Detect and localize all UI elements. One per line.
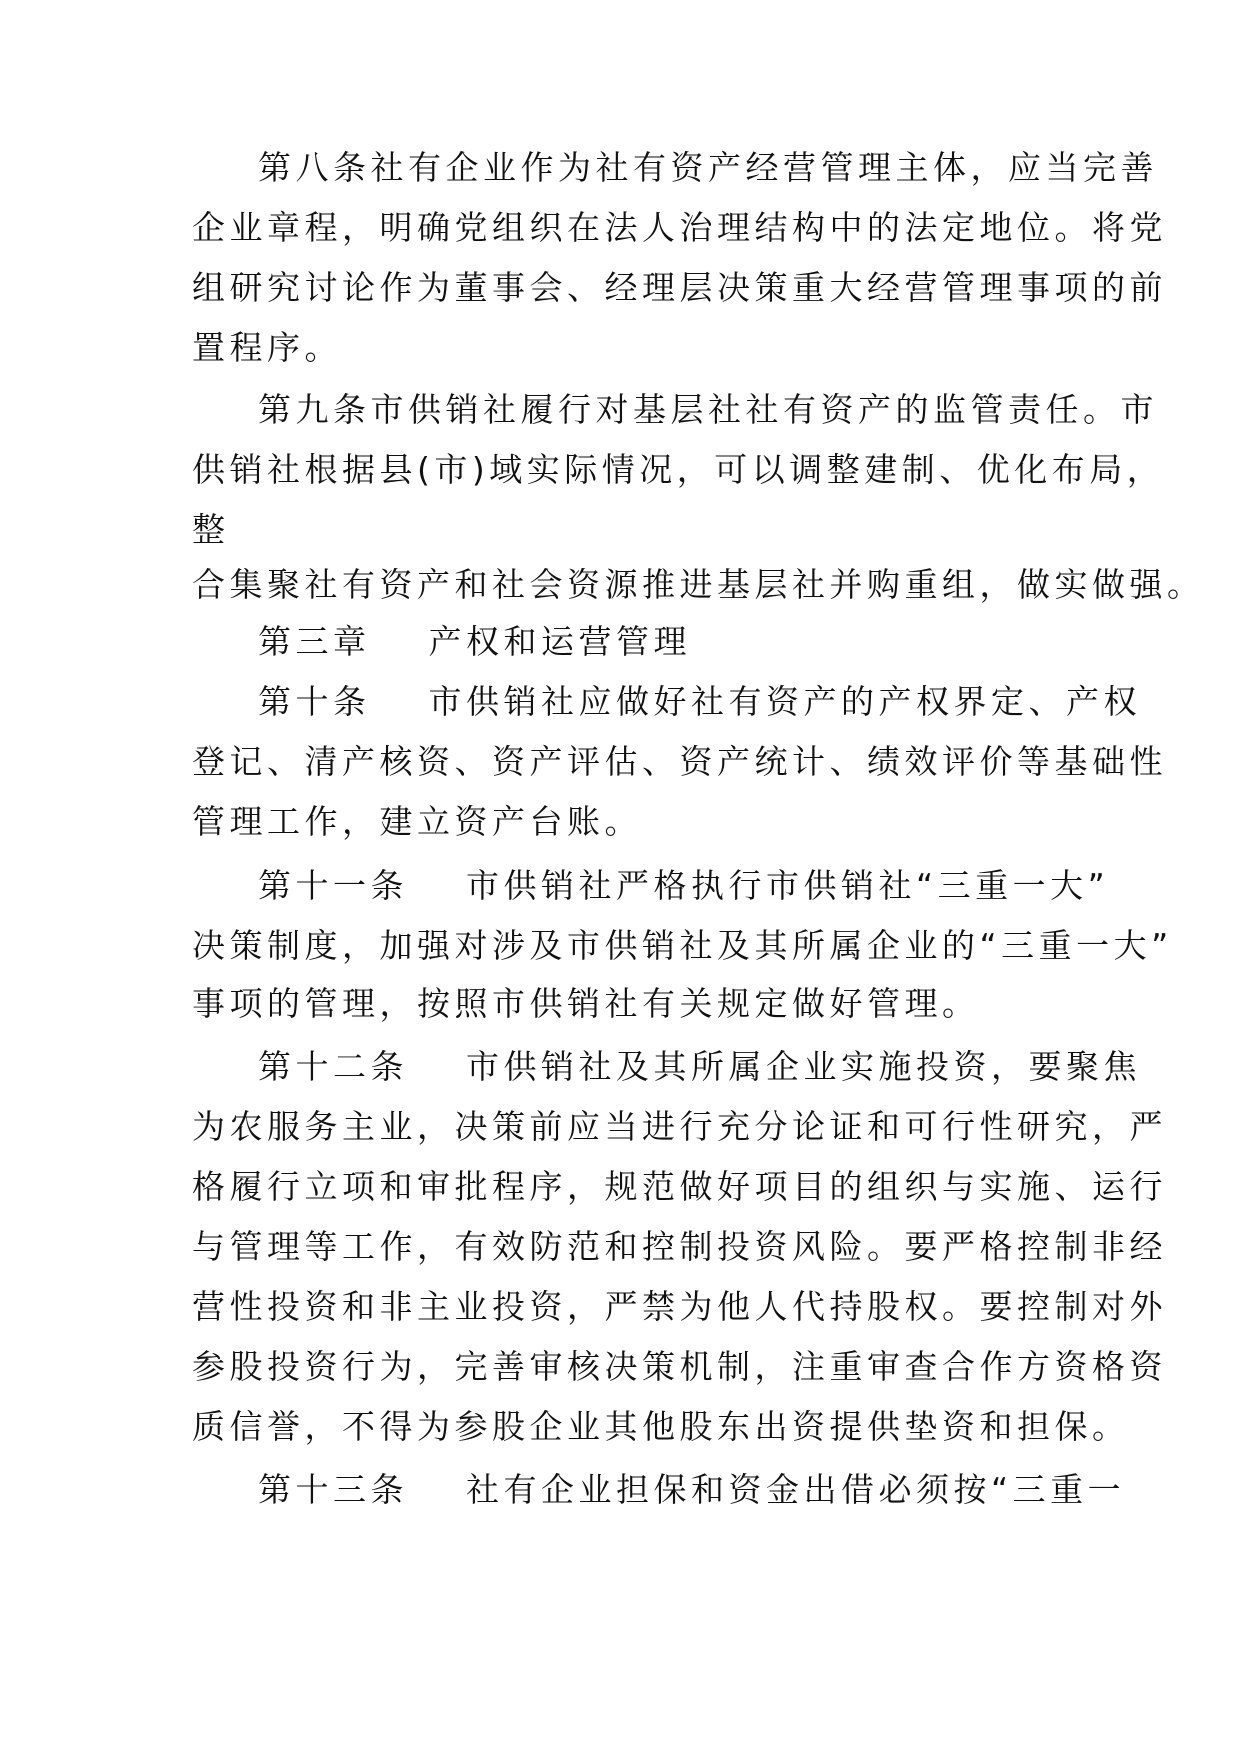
article10-line3: 管理工作，建立资产台账。	[192, 802, 642, 841]
article9-line3: 整	[192, 510, 230, 549]
article11-line1	[258, 866, 1109, 906]
article13-line1	[258, 1470, 1125, 1510]
article12-number: 第十二条	[258, 1047, 408, 1086]
article11-text: 市供销社严格执行市供销社“三重一大”	[466, 866, 1110, 905]
article12-line7: 质信誉，不得为参股企业其他股东出资提供垫资和担保。	[192, 1407, 1130, 1446]
article13-number: 第十三条	[258, 1470, 408, 1509]
article12-line6: 参股投资行为，完善审核决策机制，注重审查合作方资格资	[192, 1347, 1167, 1386]
article8-line2: 企业章程，明确党组织在法人治理结构中的法定地位。将党	[192, 208, 1167, 247]
article8-line3: 组研究讨论作为董事会、经理层决策重大经营管理事项的前	[192, 268, 1167, 307]
article12-line3: 格履行立项和审批程序，规范做好项目的组织与实施、运行	[192, 1167, 1167, 1206]
article9-line2: 供销社根据县(市)域实际情况，可以调整建制、优化布局，	[192, 450, 1165, 489]
article12-line4: 与管理等工作，有效防范和控制投资风险。要严格控制非经	[192, 1227, 1167, 1266]
chapter-title: 产权和运营管理	[428, 622, 691, 661]
chapter-heading	[258, 622, 691, 662]
article9-line4: 合集聚社有资产和社会资源推进基层社并购重组，做实做强。	[192, 565, 1205, 604]
article12-text: 市供销社及其所属企业实施投资，要聚焦	[466, 1047, 1141, 1086]
article12-line5: 营性投资和非主业投资，严禁为他人代持股权。要控制对外	[192, 1287, 1167, 1326]
article10-number: 第十条	[258, 682, 371, 721]
article10-line2: 登记、清产核资、资产评估、资产统计、绩效评价等基础性	[192, 742, 1167, 781]
article11-line3: 事项的管理，按照市供销社有关规定做好管理。	[192, 984, 980, 1023]
article12-line1	[258, 1047, 1141, 1087]
article8-line4: 置程序。	[192, 328, 342, 367]
article13-text: 社有企业担保和资金出借必须按“三重一	[466, 1470, 1126, 1509]
article8-line1: 第八条社有企业作为社有资产经营管理主体，应当完善	[258, 148, 1158, 187]
chapter-number: 第三章	[258, 622, 371, 661]
article11-number: 第十一条	[258, 866, 408, 905]
article10-text: 市供销社应做好社有资产的产权界定、产权	[428, 682, 1141, 721]
article11-line2: 决策制度，加强对涉及市供销社及其所属企业的“三重一大”	[192, 926, 1173, 965]
article12-line2: 为农服务主业，决策前应当进行充分论证和可行性研究，严	[192, 1107, 1167, 1146]
article9-line1: 第九条市供销社履行对基层社社有资产的监管责任。市	[258, 390, 1158, 429]
article10-line1	[258, 682, 1141, 722]
